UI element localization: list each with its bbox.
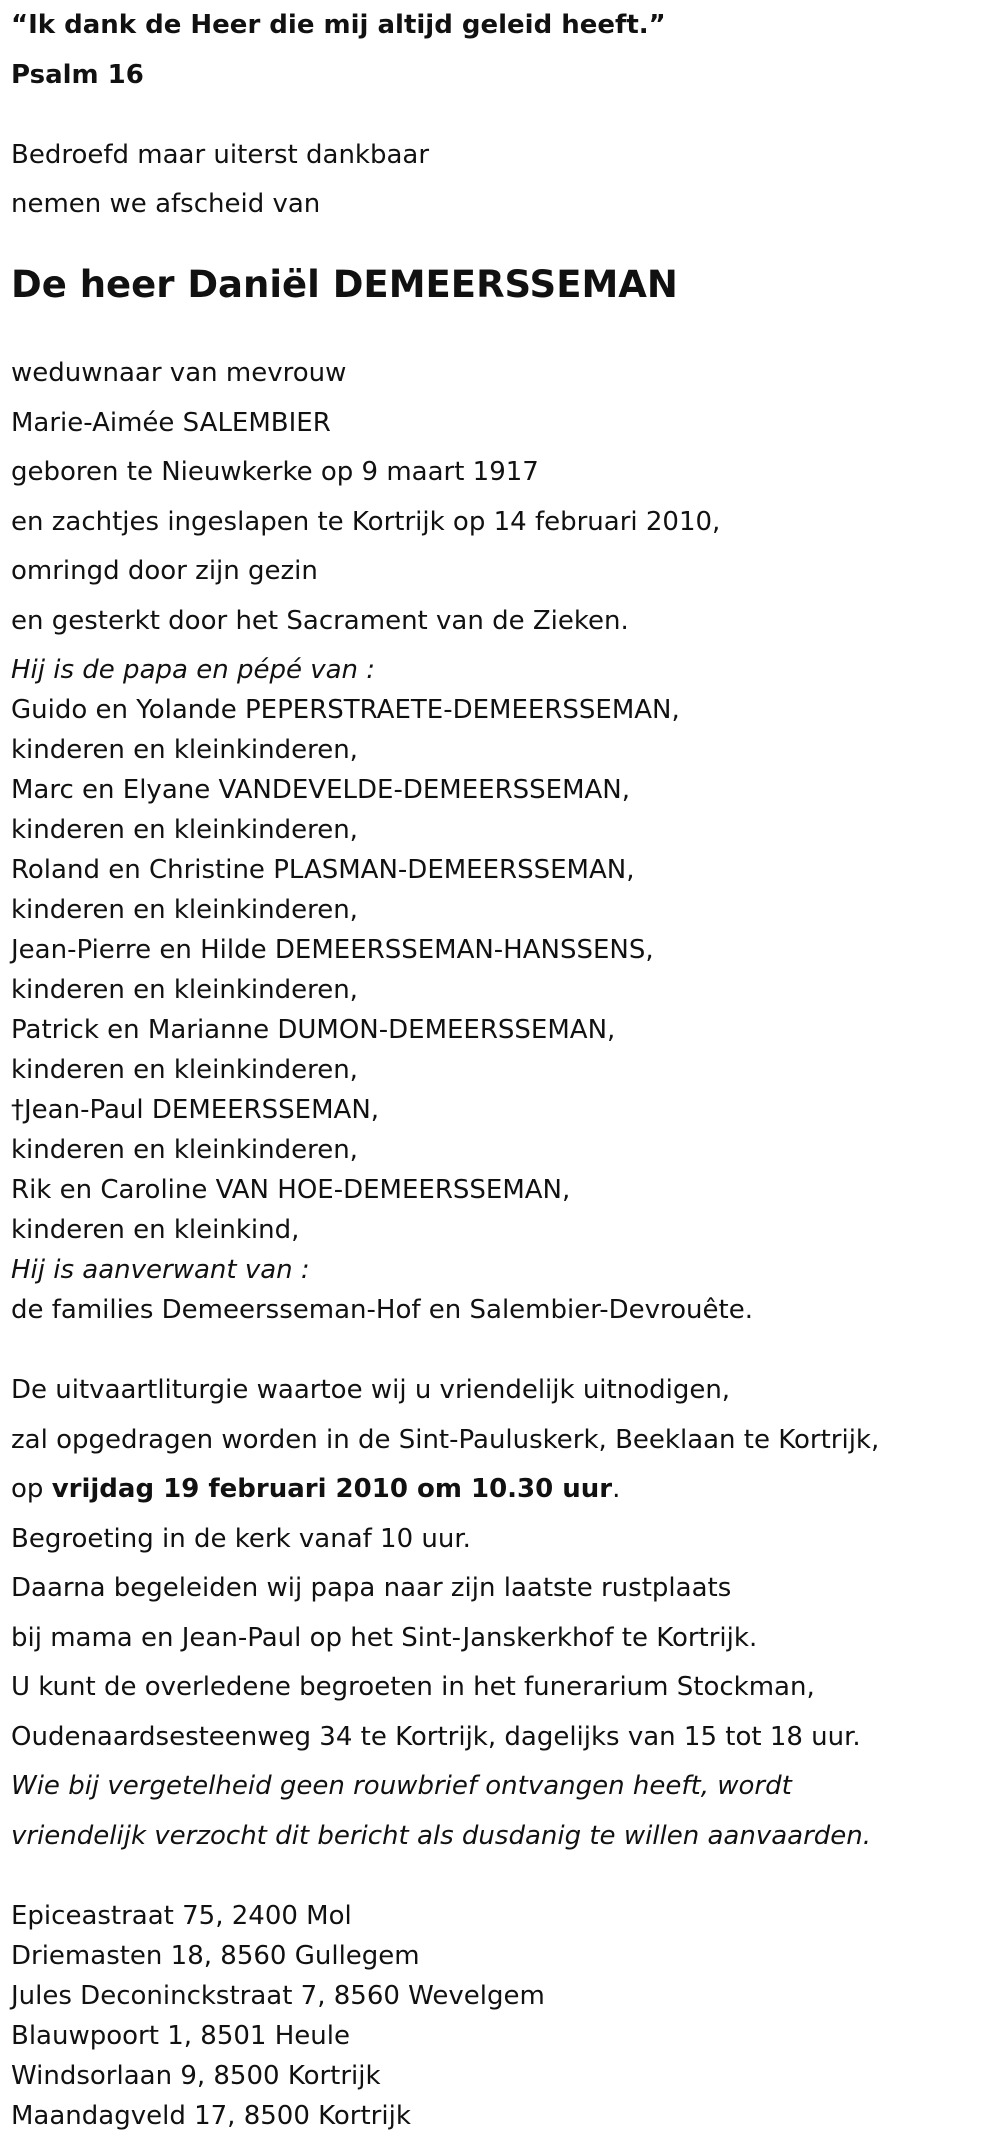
family-line: kinderen en kleinkinderen, — [11, 1055, 358, 1085]
family-line: Patrick en Marianne DUMON-DEMEERSSEMAN, — [11, 1015, 616, 1045]
notice-line: vriendelijk verzocht dit bericht als dusdanig te willen aanvaarden. — [11, 1821, 872, 1851]
family-line: kinderen en kleinkinderen, — [11, 895, 358, 925]
address-line: Epiceastraat 75, 2400 Mol — [11, 1901, 352, 1931]
relatives-intro: Hij is aanverwant van : — [11, 1255, 310, 1285]
funeral-line: U kunt de overledene begroeten in het funerarium Stockman, — [11, 1672, 815, 1702]
address-line: Windsorlaan 9, 8500 Kortrijk — [11, 2061, 381, 2091]
family-line: kinderen en kleinkinderen, — [11, 735, 358, 765]
address-line: Maandagveld 17, 8500 Kortrijk — [11, 2101, 411, 2131]
address-line: Jules Deconinckstraat 7, 8560 Wevelgem — [11, 1981, 545, 2011]
family-line: Marc en Elyane VANDEVELDE-DEMEERSSEMAN, — [11, 775, 630, 805]
family-line: kinderen en kleinkinderen, — [11, 975, 358, 1005]
address-line: Driemasten 18, 8560 Gullegem — [11, 1941, 420, 1971]
family-line: Jean-Pierre en Hilde DEMEERSSEMAN-HANSSENS, — [11, 935, 654, 965]
family-line: kinderen en kleinkind, — [11, 1215, 300, 1245]
funeral-line: zal opgedragen worden in de Sint-Pauluskerk, Beeklaan te Kortrijk, — [11, 1425, 880, 1455]
funeral-line: bij mama en Jean-Paul op het Sint-Janskerkhof te Kortrijk. — [11, 1623, 758, 1653]
intro-line: Bedroefd maar uiterst dankbaar — [11, 140, 430, 170]
funeral-date: vrijdag 19 februari 2010 om 10.30 uur — [51, 1474, 613, 1504]
bio-line: omringd door zijn gezin — [11, 556, 318, 586]
opening-quote: “Ik dank de Heer die mij altijd geleid heeft.” — [11, 10, 666, 40]
family-line: kinderen en kleinkinderen, — [11, 1135, 358, 1165]
funeral-line: De uitvaartliturgie waartoe wij u vriendelijk uitnodigen, — [11, 1375, 731, 1405]
family-intro: Hij is de papa en pépé van : — [11, 655, 376, 685]
bio-line: en zachtjes ingeslapen te Kortrijk op 14 februari 2010, — [11, 507, 721, 537]
funeral-date-line — [11, 1469, 620, 1509]
address-line: Blauwpoort 1, 8501 Heule — [11, 2021, 350, 2051]
bio-line: geboren te Nieuwkerke op 9 maart 1917 — [11, 457, 539, 487]
notice-line: Wie bij vergetelheid geen rouwbrief ontvangen heeft, wordt — [11, 1771, 792, 1801]
deceased-name: De heer Daniël DEMEERSSEMAN — [11, 263, 678, 306]
funeral-date-suffix: . — [612, 1474, 621, 1504]
funeral-date-prefix: op — [11, 1474, 52, 1504]
family-line: †Jean-Paul DEMEERSSEMAN, — [11, 1095, 380, 1125]
family-line: Guido en Yolande PEPERSTRAETE-DEMEERSSEMAN, — [11, 695, 680, 725]
funeral-line: Oudenaardsesteenweg 34 te Kortrijk, dagelijks van 15 tot 18 uur. — [11, 1722, 861, 1752]
funeral-line: Daarna begeleiden wij papa naar zijn laatste rustplaats — [11, 1573, 732, 1603]
family-line: kinderen en kleinkinderen, — [11, 815, 358, 845]
bio-line: weduwnaar van mevrouw — [11, 358, 347, 388]
intro-line: nemen we afscheid van — [11, 189, 321, 219]
family-line: Rik en Caroline VAN HOE-DEMEERSSEMAN, — [11, 1175, 571, 1205]
relatives-line: de families Demeersseman-Hof en Salembier-Devrouête. — [11, 1295, 753, 1325]
bio-line: en gesterkt door het Sacrament van de Zieken. — [11, 606, 629, 636]
bio-line: Marie-Aimée SALEMBIER — [11, 408, 331, 438]
funeral-line: Begroeting in de kerk vanaf 10 uur. — [11, 1524, 471, 1554]
psalm-reference: Psalm 16 — [11, 60, 144, 90]
family-line: Roland en Christine PLASMAN-DEMEERSSEMAN, — [11, 855, 635, 885]
